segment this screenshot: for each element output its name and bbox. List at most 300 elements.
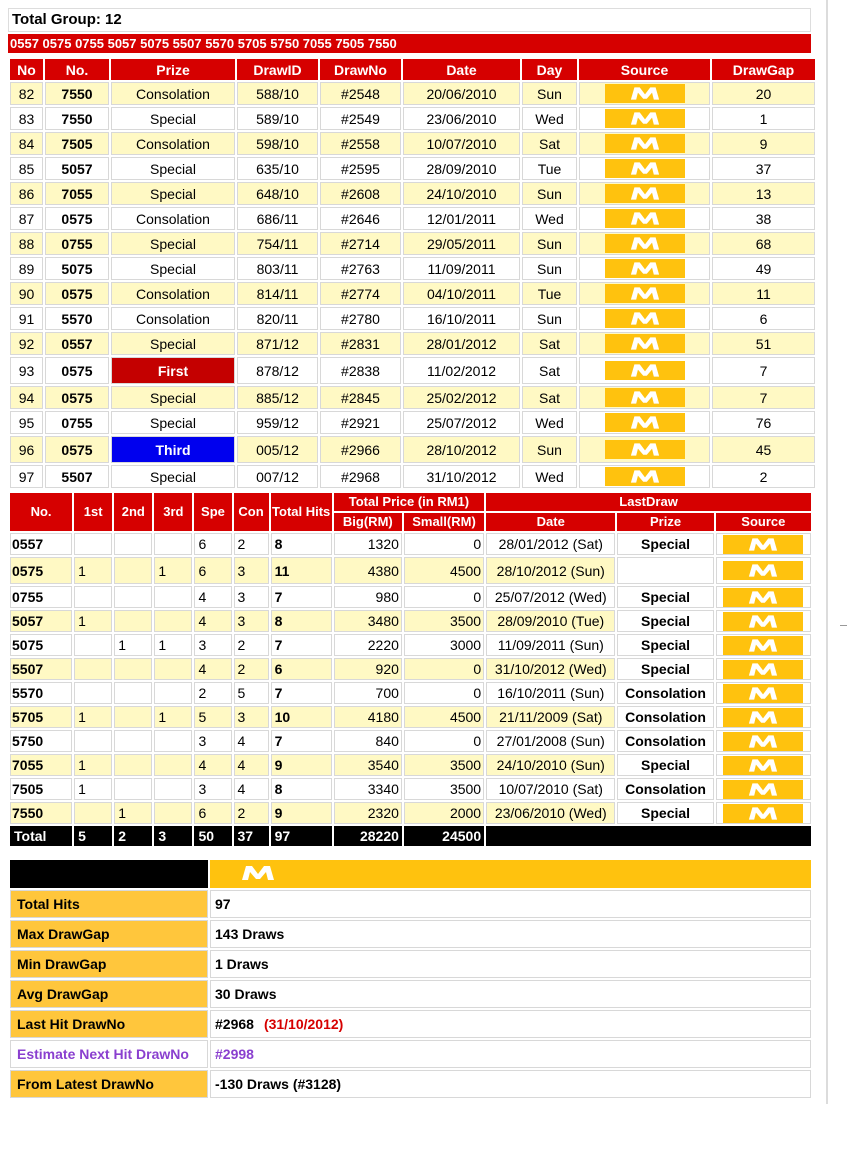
magnum-logo-icon	[605, 209, 685, 228]
stats-last-prize: Special	[617, 610, 713, 632]
hit-drawgap: 6	[712, 307, 815, 330]
scroll-tick	[840, 625, 847, 626]
hit-source	[579, 307, 710, 330]
hit-index: 95	[10, 411, 43, 434]
magnum-logo-icon	[723, 660, 803, 679]
stats-1st: 1	[74, 557, 112, 584]
hit-index: 83	[10, 107, 43, 130]
stats-2nd	[114, 682, 152, 704]
stats-total-hits: 7	[271, 586, 332, 608]
hit-number: 5570	[45, 307, 109, 330]
group-header	[8, 8, 811, 53]
stats-2nd	[114, 658, 152, 680]
hit-drawno: #2548	[320, 82, 401, 105]
total-1st: 5	[74, 826, 112, 846]
stats-spe: 5	[194, 706, 231, 728]
hit-drawno: #2608	[320, 182, 401, 205]
stats-source	[716, 730, 811, 752]
hit-date: 10/07/2010	[403, 132, 520, 155]
hit-source	[579, 182, 710, 205]
hit-drawid: 005/12	[237, 436, 318, 463]
col-index: No	[10, 59, 43, 80]
hit-drawgap: 9	[712, 132, 815, 155]
magnum-logo-icon	[723, 780, 803, 799]
col-prize: Prize	[111, 59, 235, 80]
hits-row	[10, 386, 815, 409]
magnum-logo-icon	[241, 865, 275, 881]
stats-row	[10, 706, 811, 728]
hit-drawid: 754/11	[237, 232, 318, 255]
hit-index: 86	[10, 182, 43, 205]
magnum-logo-icon	[723, 636, 803, 655]
stats-3rd: 1	[154, 557, 192, 584]
hits-row	[10, 207, 815, 230]
stats-last-date: 28/01/2012 (Sat)	[486, 533, 615, 555]
stats-source	[716, 586, 811, 608]
total-2nd: 2	[114, 826, 152, 846]
magnum-logo-icon	[605, 413, 685, 432]
stats-row	[10, 754, 811, 776]
hit-day: Tue	[522, 282, 577, 305]
stats-2nd: 1	[114, 802, 152, 824]
hit-drawno: #2595	[320, 157, 401, 180]
col-number: No.	[45, 59, 109, 80]
stats-total-hits: 9	[271, 802, 332, 824]
stats-total-row	[10, 826, 811, 846]
stats-row	[10, 610, 811, 632]
magnum-logo-icon	[605, 109, 685, 128]
stats-number: 5057	[10, 610, 72, 632]
hit-drawgap: 7	[712, 386, 815, 409]
stats-small: 0	[404, 533, 484, 555]
hit-index: 92	[10, 332, 43, 355]
hit-number: 0557	[45, 332, 109, 355]
summary-last-hit-label: Last Hit DrawNo	[10, 1010, 208, 1038]
hit-prize: Special	[111, 232, 235, 255]
stats-table	[8, 491, 813, 848]
hit-day: Wed	[522, 207, 577, 230]
stats-number: 5570	[10, 682, 72, 704]
stats-2nd	[114, 557, 152, 584]
stats-last-date: 25/07/2012 (Wed)	[486, 586, 615, 608]
magnum-logo-icon	[605, 334, 685, 353]
stats-small: 2000	[404, 802, 484, 824]
summary-estimate-value: #2998	[210, 1040, 811, 1068]
summary-from-latest-value: -130 Draws (#3128)	[210, 1070, 811, 1098]
hit-date: 25/07/2012	[403, 411, 520, 434]
hit-source	[579, 332, 710, 355]
stats-small: 0	[404, 658, 484, 680]
summary-last-hit	[10, 1010, 811, 1038]
stats-small: 4500	[404, 706, 484, 728]
hits-row	[10, 411, 815, 434]
hit-index: 93	[10, 357, 43, 384]
summary-from-latest	[10, 1070, 811, 1098]
stats-spe: 3	[194, 634, 231, 656]
hit-day: Sat	[522, 386, 577, 409]
magnum-logo-icon	[605, 134, 685, 153]
hit-drawgap: 2	[712, 465, 815, 488]
hit-day: Wed	[522, 465, 577, 488]
summary-min-gap-label: Min DrawGap	[10, 950, 208, 978]
magnum-logo-icon	[723, 561, 803, 580]
hit-index: 96	[10, 436, 43, 463]
stats-small: 3500	[404, 754, 484, 776]
hit-drawno: #2714	[320, 232, 401, 255]
stats-big: 920	[334, 658, 402, 680]
magnum-logo-icon	[605, 284, 685, 303]
hits-table-header	[10, 59, 815, 80]
hit-date: 28/09/2010	[403, 157, 520, 180]
col-source: Source	[579, 59, 710, 80]
stats-last-prize: Third	[617, 557, 713, 584]
hits-row	[10, 157, 815, 180]
hit-drawid: 878/12	[237, 357, 318, 384]
stats-row	[10, 730, 811, 752]
total-small: 24500	[404, 826, 484, 846]
hit-index: 91	[10, 307, 43, 330]
stats-3rd	[154, 754, 192, 776]
stats-3rd	[154, 730, 192, 752]
stats-con: 2	[234, 533, 269, 555]
stats-col-spe: Spe	[194, 493, 231, 531]
stats-number: 0575	[10, 557, 72, 584]
summary-table	[8, 858, 813, 1100]
hit-number: 5507	[45, 465, 109, 488]
hit-day: Sun	[522, 436, 577, 463]
hit-date: 11/02/2012	[403, 357, 520, 384]
stats-spe: 3	[194, 730, 231, 752]
hit-drawno: #2838	[320, 357, 401, 384]
hit-index: 84	[10, 132, 43, 155]
hit-drawid: 588/10	[237, 82, 318, 105]
stats-col-lastdraw: LastDraw	[486, 493, 811, 511]
stats-number: 7505	[10, 778, 72, 800]
stats-spe: 2	[194, 682, 231, 704]
hit-drawno: #2549	[320, 107, 401, 130]
hit-source	[579, 411, 710, 434]
summary-total-hits	[10, 890, 811, 918]
stats-small: 0	[404, 682, 484, 704]
total-con: 37	[234, 826, 269, 846]
stats-row	[10, 533, 811, 555]
stats-3rd: 1	[154, 706, 192, 728]
stats-last-prize: Special	[617, 754, 713, 776]
hit-source	[579, 232, 710, 255]
hit-index: 85	[10, 157, 43, 180]
hit-source	[579, 207, 710, 230]
magnum-logo-icon	[605, 440, 685, 459]
hits-row	[10, 107, 815, 130]
stats-number: 7055	[10, 754, 72, 776]
stats-1st: 1	[74, 754, 112, 776]
magnum-logo-icon	[723, 804, 803, 823]
stats-total-hits: 10	[271, 706, 332, 728]
hits-row	[10, 357, 815, 384]
hit-drawno: #2921	[320, 411, 401, 434]
stats-total-hits: 11	[271, 557, 332, 584]
stats-total-hits: 6	[271, 658, 332, 680]
hit-prize: Special	[111, 465, 235, 488]
stats-source	[716, 658, 811, 680]
hit-drawid: 871/12	[237, 332, 318, 355]
stats-source	[716, 754, 811, 776]
hit-date: 29/05/2011	[403, 232, 520, 255]
stats-col-no: No.	[10, 493, 72, 531]
hit-day: Tue	[522, 157, 577, 180]
stats-total-hits: 7	[271, 730, 332, 752]
stats-con: 4	[234, 730, 269, 752]
stats-col-small: Small(RM)	[404, 513, 484, 531]
stats-last-date: 11/09/2011 (Sun)	[486, 634, 615, 656]
stats-big: 4380	[334, 557, 402, 584]
hit-source	[579, 357, 710, 384]
stats-last-date: 31/10/2012 (Wed)	[486, 658, 615, 680]
hits-row	[10, 132, 815, 155]
stats-spe: 6	[194, 533, 231, 555]
hit-drawno: #2763	[320, 257, 401, 280]
stats-2nd	[114, 533, 152, 555]
summary-source-logo	[210, 860, 811, 888]
last-hit-date: (31/10/2012)	[263, 1016, 344, 1032]
stats-3rd	[154, 658, 192, 680]
stats-col-2nd: 2nd	[114, 493, 152, 531]
hit-date: 24/10/2010	[403, 182, 520, 205]
total-spe: 50	[194, 826, 231, 846]
last-hit-drawno: #2968	[215, 1016, 254, 1032]
hit-drawgap: 13	[712, 182, 815, 205]
hit-index: 94	[10, 386, 43, 409]
hit-drawno: #2845	[320, 386, 401, 409]
hits-table	[8, 57, 817, 490]
stats-row	[10, 586, 811, 608]
hit-index: 82	[10, 82, 43, 105]
col-drawno: DrawNo	[320, 59, 401, 80]
hit-index: 89	[10, 257, 43, 280]
hits-row	[10, 436, 815, 463]
hit-date: 20/06/2010	[403, 82, 520, 105]
col-day: Day	[522, 59, 577, 80]
magnum-logo-icon	[723, 756, 803, 775]
hit-day: Sun	[522, 232, 577, 255]
magnum-logo-icon	[605, 259, 685, 278]
hit-day: Sat	[522, 132, 577, 155]
stats-spe: 4	[194, 610, 231, 632]
hit-drawid: 007/12	[237, 465, 318, 488]
stats-con: 3	[234, 557, 269, 584]
summary-max-gap-label: Max DrawGap	[10, 920, 208, 948]
hits-row	[10, 82, 815, 105]
stats-row	[10, 658, 811, 680]
hit-prize: Consolation	[111, 307, 235, 330]
hit-date: 16/10/2011	[403, 307, 520, 330]
stats-small: 0	[404, 586, 484, 608]
summary-estimate-label: Estimate Next Hit DrawNo	[10, 1040, 208, 1068]
stats-last-prize: Consolation	[617, 682, 713, 704]
stats-col-big: Big(RM)	[334, 513, 402, 531]
stats-spe: 3	[194, 778, 231, 800]
hit-prize: First	[111, 357, 235, 384]
stats-con: 3	[234, 586, 269, 608]
hit-number: 7550	[45, 107, 109, 130]
hit-date: 11/09/2011	[403, 257, 520, 280]
stats-3rd	[154, 610, 192, 632]
hit-source	[579, 132, 710, 155]
stats-1st	[74, 802, 112, 824]
stats-last-prize: Consolation	[617, 730, 713, 752]
hit-day: Sun	[522, 307, 577, 330]
hit-drawid: 959/12	[237, 411, 318, 434]
hit-prize: Special	[111, 257, 235, 280]
hit-index: 90	[10, 282, 43, 305]
stats-2nd	[114, 730, 152, 752]
magnum-logo-icon	[605, 159, 685, 178]
summary-avg-gap-value: 30 Draws	[210, 980, 811, 1008]
stats-source	[716, 706, 811, 728]
hit-number: 0575	[45, 386, 109, 409]
stats-total-hits: 9	[271, 754, 332, 776]
stats-con: 2	[234, 658, 269, 680]
stats-con: 4	[234, 754, 269, 776]
hit-number: 5075	[45, 257, 109, 280]
hits-row	[10, 257, 815, 280]
stats-con: 3	[234, 610, 269, 632]
summary-total-hits-value: 97	[210, 890, 811, 918]
hit-drawno: #2780	[320, 307, 401, 330]
stats-2nd	[114, 706, 152, 728]
stats-row	[10, 682, 811, 704]
stats-last-prize: Special	[617, 586, 713, 608]
hit-prize: Consolation	[111, 82, 235, 105]
stats-big: 3480	[334, 610, 402, 632]
stats-big: 2220	[334, 634, 402, 656]
hit-number: 0575	[45, 436, 109, 463]
hit-prize: Special	[111, 386, 235, 409]
hit-drawgap: 1	[712, 107, 815, 130]
magnum-logo-icon	[605, 309, 685, 328]
hit-prize: Special	[111, 411, 235, 434]
hit-drawgap: 76	[712, 411, 815, 434]
stats-big: 700	[334, 682, 402, 704]
permutation-numbers: 0557 0575 0755 5057 5075 5507 5570 5705 5750 7055 7505 7550	[8, 34, 811, 53]
hit-drawno: #2968	[320, 465, 401, 488]
stats-small: 3000	[404, 634, 484, 656]
summary-header-row	[10, 860, 811, 888]
stats-number: 5705	[10, 706, 72, 728]
hit-drawgap: 49	[712, 257, 815, 280]
stats-source	[716, 610, 811, 632]
stats-1st: 1	[74, 706, 112, 728]
hit-day: Sat	[522, 357, 577, 384]
summary-min-gap	[10, 950, 811, 978]
stats-total-hits: 7	[271, 634, 332, 656]
stats-last-date: 23/06/2010 (Wed)	[486, 802, 615, 824]
stats-big: 2320	[334, 802, 402, 824]
stats-spe: 6	[194, 557, 231, 584]
stats-1st	[74, 533, 112, 555]
summary-avg-gap	[10, 980, 811, 1008]
stats-1st	[74, 586, 112, 608]
stats-last-prize: Consolation	[617, 706, 713, 728]
summary-from-latest-label: From Latest DrawNo	[10, 1070, 208, 1098]
stats-source	[716, 682, 811, 704]
hit-day: Sun	[522, 182, 577, 205]
stats-small: 3500	[404, 610, 484, 632]
stats-col-total-hits: Total Hits	[271, 493, 332, 531]
stats-row	[10, 557, 811, 584]
summary-last-hit-value	[210, 1010, 811, 1038]
hit-prize: Consolation	[111, 207, 235, 230]
hits-row	[10, 232, 815, 255]
hit-prize: Consolation	[111, 132, 235, 155]
stats-3rd	[154, 533, 192, 555]
stats-last-date: 27/01/2008 (Sun)	[486, 730, 615, 752]
stats-number: 0557	[10, 533, 72, 555]
stats-total-hits: 8	[271, 610, 332, 632]
hit-drawid: 820/11	[237, 307, 318, 330]
stats-source	[716, 533, 811, 555]
hit-prize: Special	[111, 332, 235, 355]
stats-col-prize: Prize	[617, 513, 713, 531]
hit-source	[579, 157, 710, 180]
stats-con: 5	[234, 682, 269, 704]
stats-3rd	[154, 586, 192, 608]
hit-date: 28/10/2012	[403, 436, 520, 463]
hit-day: Sat	[522, 332, 577, 355]
hit-day: Sun	[522, 257, 577, 280]
hit-number: 0575	[45, 207, 109, 230]
stats-spe: 4	[194, 754, 231, 776]
hit-number: 7550	[45, 82, 109, 105]
stats-big: 4180	[334, 706, 402, 728]
stats-number: 7550	[10, 802, 72, 824]
hit-number: 0575	[45, 357, 109, 384]
page-right-border	[826, 0, 828, 1104]
stats-big: 840	[334, 730, 402, 752]
col-drawid: DrawID	[237, 59, 318, 80]
hit-drawno: #2831	[320, 332, 401, 355]
hit-drawgap: 37	[712, 157, 815, 180]
hit-drawid: 598/10	[237, 132, 318, 155]
summary-max-gap	[10, 920, 811, 948]
stats-last-date: 24/10/2010 (Sun)	[486, 754, 615, 776]
hit-index: 97	[10, 465, 43, 488]
stats-total-hits: 7	[271, 682, 332, 704]
hit-drawgap: 51	[712, 332, 815, 355]
stats-last-date: 10/07/2010 (Sat)	[486, 778, 615, 800]
hits-row	[10, 282, 815, 305]
stats-row	[10, 802, 811, 824]
stats-col-date: Date	[486, 513, 615, 531]
magnum-logo-icon	[723, 708, 803, 727]
hit-drawid: 648/10	[237, 182, 318, 205]
stats-last-date: 28/10/2012 (Sun)	[486, 557, 615, 584]
stats-last-prize: Special	[617, 658, 713, 680]
hit-source	[579, 82, 710, 105]
hit-date: 31/10/2012	[403, 465, 520, 488]
stats-last-prize: Special	[617, 634, 713, 656]
stats-1st	[74, 658, 112, 680]
hit-day: Wed	[522, 107, 577, 130]
hit-date: 28/01/2012	[403, 332, 520, 355]
stats-3rd	[154, 682, 192, 704]
hit-drawid: 803/11	[237, 257, 318, 280]
stats-con: 2	[234, 802, 269, 824]
hits-row	[10, 465, 815, 488]
stats-3rd: 1	[154, 634, 192, 656]
stats-source	[716, 557, 811, 584]
magnum-logo-icon	[605, 467, 685, 486]
